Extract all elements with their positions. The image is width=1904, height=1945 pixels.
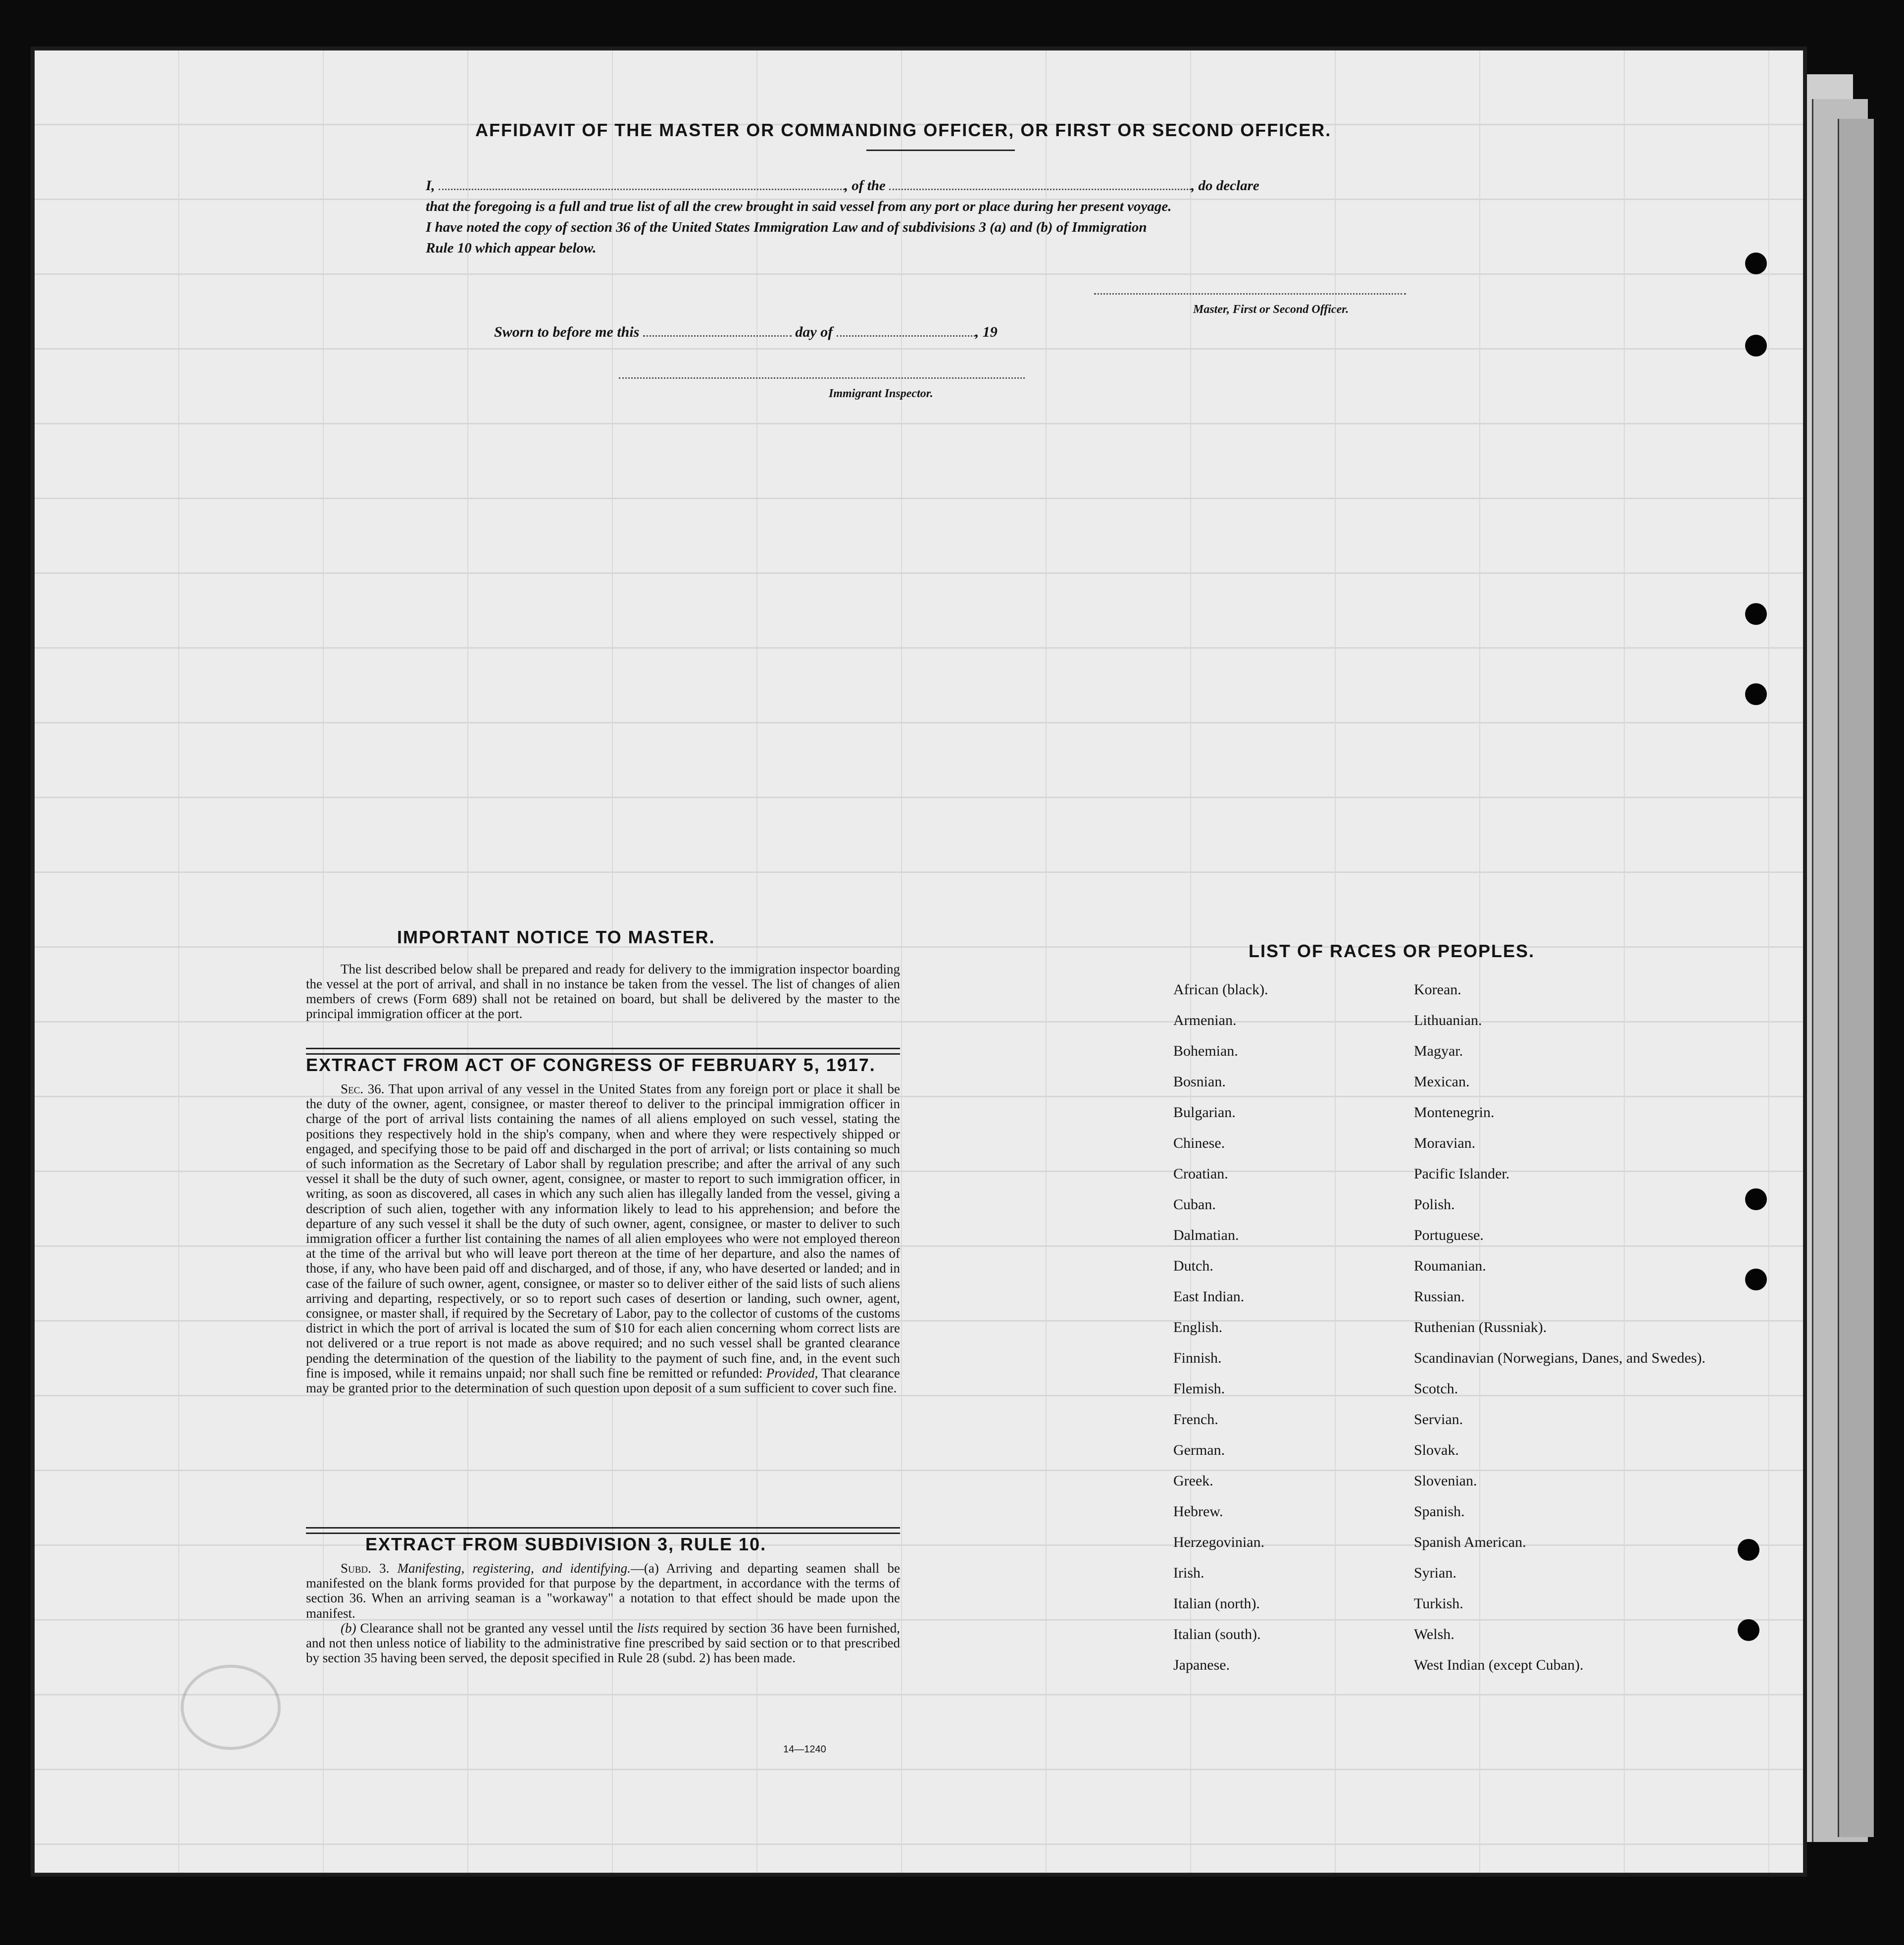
subdivision-b	[306, 1621, 900, 1666]
notice-title: IMPORTANT NOTICE TO MASTER.	[397, 927, 715, 947]
notice-body	[306, 962, 900, 1021]
race-item: Chinese.	[1173, 1135, 1225, 1151]
race-item: French.	[1173, 1411, 1218, 1428]
race-item: Ruthenian (Russniak).	[1414, 1319, 1547, 1335]
race-item: Portuguese.	[1414, 1227, 1484, 1243]
race-item: Spanish.	[1414, 1503, 1465, 1520]
race-item: Mexican.	[1414, 1074, 1470, 1090]
races-column-1	[1173, 981, 1268, 1688]
section-divider	[306, 1048, 900, 1055]
provided-word: Provided,	[766, 1365, 818, 1381]
day-of-text: day of	[795, 324, 833, 340]
para-b-text-1: Clearance shall not be granted any vessel until the	[360, 1620, 634, 1636]
section-36-end: That clearance may be granted prior to the determination of such question upon deposit of a sum sufficient to cover such fine.	[306, 1365, 901, 1396]
race-item: Bosnian.	[1173, 1074, 1226, 1090]
section-36-body: That upon arrival of any vessel in the United States from any foreign port or place it shall be the duty of the owner, agent, consignee, or master thereof to deliver to the principal immigration officer in charge of the port of arrival lists containing the names of all aliens employed on such vessel, stating the positions they respectively hold in the ship's company, when and where they were respectively shipped or engaged, and specifying those to be paid off and discharged in the port of arrival; or lists containing so much of such information as the Secretary of Labor shall by regulation prescribe; and after the arrival of any such vessel it shall be the duty of such owner, agent, consignee, or master to report to such immigration officer, in writing, as soon as discovered, all cases in which any such alien has illegally landed from the vessel, giving a description of such alien, together with any information likely to lead to his apprehension; and before the departure of any such vessel it shall be the duty of such owner, agent, consignee, or master to deliver to such immigration officer a further list containing the names of all alien employees who were not employed thereon at the time of the arrival but who will leave port thereon at the time of her departure, and also the names of those, if any, who have been paid off and discharged, and of those, if any, who have deserted or landed; and in case of the failure of such owner, agent, consignee, or master so to deliver either of the said lists of such aliens arriving and departing, respectively, or so to report such cases of desertion or landing, such owner, agent, consignee, or master shall, if required by the Secretary of Labor, pay to the collector of customs of the customs district in which the port of arrival is located the sum of $10 for each alien concerning whom correct lists are not delivered or a true report is not made as above required; and no such vessel shall be granted clearance pending the determination of the question of the liability to the payment of such fine, and, in the event such fine is imposed, while it remains unpaid; nor shall such fine be remitted or refunded:	[306, 1081, 900, 1381]
subd-label: Subd. 3.	[341, 1561, 390, 1576]
race-item: Slovenian.	[1414, 1473, 1477, 1489]
race-item: Croatian.	[1173, 1166, 1228, 1182]
declarant-name-blank	[439, 189, 845, 190]
race-item: Magyar.	[1414, 1043, 1463, 1059]
affidavit-line-4: Rule 10 which appear below.	[426, 240, 597, 256]
para-b-label: (b)	[341, 1620, 356, 1636]
faded-stamp	[181, 1665, 281, 1750]
race-item: Montenegrin.	[1414, 1104, 1495, 1121]
officer-signature-blank	[1094, 293, 1406, 295]
race-item: Russian.	[1414, 1288, 1465, 1305]
race-item: Japanese.	[1173, 1657, 1230, 1673]
affidavit-line-1	[426, 175, 1540, 196]
page-stack-edge	[1838, 119, 1874, 1837]
race-item: West Indian (except Cuban).	[1414, 1657, 1584, 1673]
race-item: Moravian.	[1414, 1135, 1476, 1151]
para-a-text: —(a) Arriving and departing seamen shall be manifested on the blank forms provided for that purpose by the department, in accordance with the terms of section 36. When an arriving seaman is a "workaway" a notation to that effect should be made upon the manifest.	[306, 1561, 900, 1621]
race-item: Spanish American.	[1414, 1534, 1526, 1550]
races-title: LIST OF RACES OR PEOPLES.	[1249, 941, 1535, 961]
affidavit-text	[426, 175, 1540, 258]
subd-heading: Manifesting, registering, and identifying.	[397, 1561, 631, 1576]
race-item: Servian.	[1414, 1411, 1463, 1428]
year-text: , 19	[975, 324, 998, 340]
officer-signature-label: Master, First or Second Officer.	[1193, 303, 1349, 316]
para-b-text-2: required by section 36 have been furnished, and not then unless notice of liability to the administrative fine prescribed by said section or to that prescribed by section 35 having been served, the deposit specified in Rule 28 (subd. 2) has been made.	[306, 1620, 901, 1666]
sworn-line	[494, 324, 998, 341]
race-item: Slovak.	[1414, 1442, 1459, 1458]
affidavit-line-2: that the foregoing is a full and true list of all the crew brought in said vessel from any port or place during her present voyage.	[426, 199, 1172, 214]
declare-text: , do declare	[1191, 178, 1259, 194]
race-item: Welsh.	[1414, 1626, 1454, 1642]
race-item: African (black).	[1173, 981, 1268, 998]
manifest-sheet	[34, 50, 1804, 1874]
notice-paragraph: The list described below shall be prepared and ready for delivery to the immigration inspector boarding the vessel at the port of arrival, and shall in no instance be taken from the vessel. The list of changes of alien members of crews (Form 689) shall not be retained on board, but shall be delivered by the master to the principal immigration officer at the port.	[306, 962, 900, 1021]
race-item: Syrian.	[1414, 1565, 1456, 1581]
race-item: Dalmatian.	[1173, 1227, 1239, 1243]
race-item: Bulgarian.	[1173, 1104, 1236, 1121]
race-item: Scandinavian (Norwegians, Danes, and Swedes).	[1414, 1350, 1705, 1366]
inspector-signature-blank	[619, 377, 1025, 379]
race-item: Turkish.	[1414, 1595, 1463, 1612]
race-item: German.	[1173, 1442, 1225, 1458]
race-item: Armenian.	[1173, 1012, 1237, 1028]
sworn-day-blank	[643, 335, 792, 337]
races-column-2	[1414, 981, 1705, 1688]
race-item: Flemish.	[1173, 1381, 1225, 1397]
race-item: Roumanian.	[1414, 1258, 1486, 1274]
race-item: Bohemian.	[1173, 1043, 1238, 1059]
declarant-prefix: I,	[426, 178, 435, 194]
inspector-label: Immigrant Inspector.	[829, 387, 933, 400]
race-item: Korean.	[1414, 981, 1461, 998]
vessel-prefix: , of the	[844, 178, 886, 194]
act-title: EXTRACT FROM ACT OF CONGRESS OF FEBRUARY 5, 1917.	[306, 1055, 876, 1075]
race-item: English.	[1173, 1319, 1223, 1335]
race-item: Cuban.	[1173, 1196, 1216, 1213]
race-item: Hebrew.	[1173, 1503, 1223, 1520]
race-item: Italian (north).	[1173, 1595, 1260, 1612]
subdivision-a	[306, 1561, 900, 1621]
race-item: Greek.	[1173, 1473, 1213, 1489]
race-item: East Indian.	[1173, 1288, 1245, 1305]
vessel-name-blank	[889, 189, 1191, 190]
rule-title: EXTRACT FROM SUBDIVISION 3, RULE 10.	[365, 1534, 767, 1554]
subdivision-3-text	[306, 1561, 900, 1665]
race-item: Pacific Islander.	[1414, 1166, 1510, 1182]
sworn-month-blank	[837, 335, 975, 337]
form-number: 14—1240	[783, 1744, 826, 1755]
race-item: Lithuanian.	[1414, 1012, 1482, 1028]
race-item: Finnish.	[1173, 1350, 1222, 1366]
title-rule	[866, 150, 1015, 151]
lists-word: lists	[637, 1620, 659, 1636]
race-item: Herzegovinian.	[1173, 1534, 1265, 1550]
race-item: Italian (south).	[1173, 1626, 1261, 1642]
race-item: Dutch.	[1173, 1258, 1213, 1274]
affidavit-line-3: I have noted the copy of section 36 of the United States Immigration Law and of subdivisions 3 (a) and (b) of Immigration	[426, 219, 1147, 235]
affidavit-title: AFFIDAVIT OF THE MASTER OR COMMANDING OFFICER, OR FIRST OR SECOND OFFICER.	[475, 120, 1332, 140]
race-item: Irish.	[1173, 1565, 1204, 1581]
section-36-text	[306, 1081, 900, 1395]
race-item: Scotch.	[1414, 1381, 1458, 1397]
section-label: Sec. 36.	[341, 1081, 385, 1096]
section-36-paragraph	[306, 1081, 900, 1395]
section-divider	[306, 1527, 900, 1534]
sworn-text: Sworn to before me this	[494, 324, 640, 340]
race-item: Polish.	[1414, 1196, 1455, 1213]
